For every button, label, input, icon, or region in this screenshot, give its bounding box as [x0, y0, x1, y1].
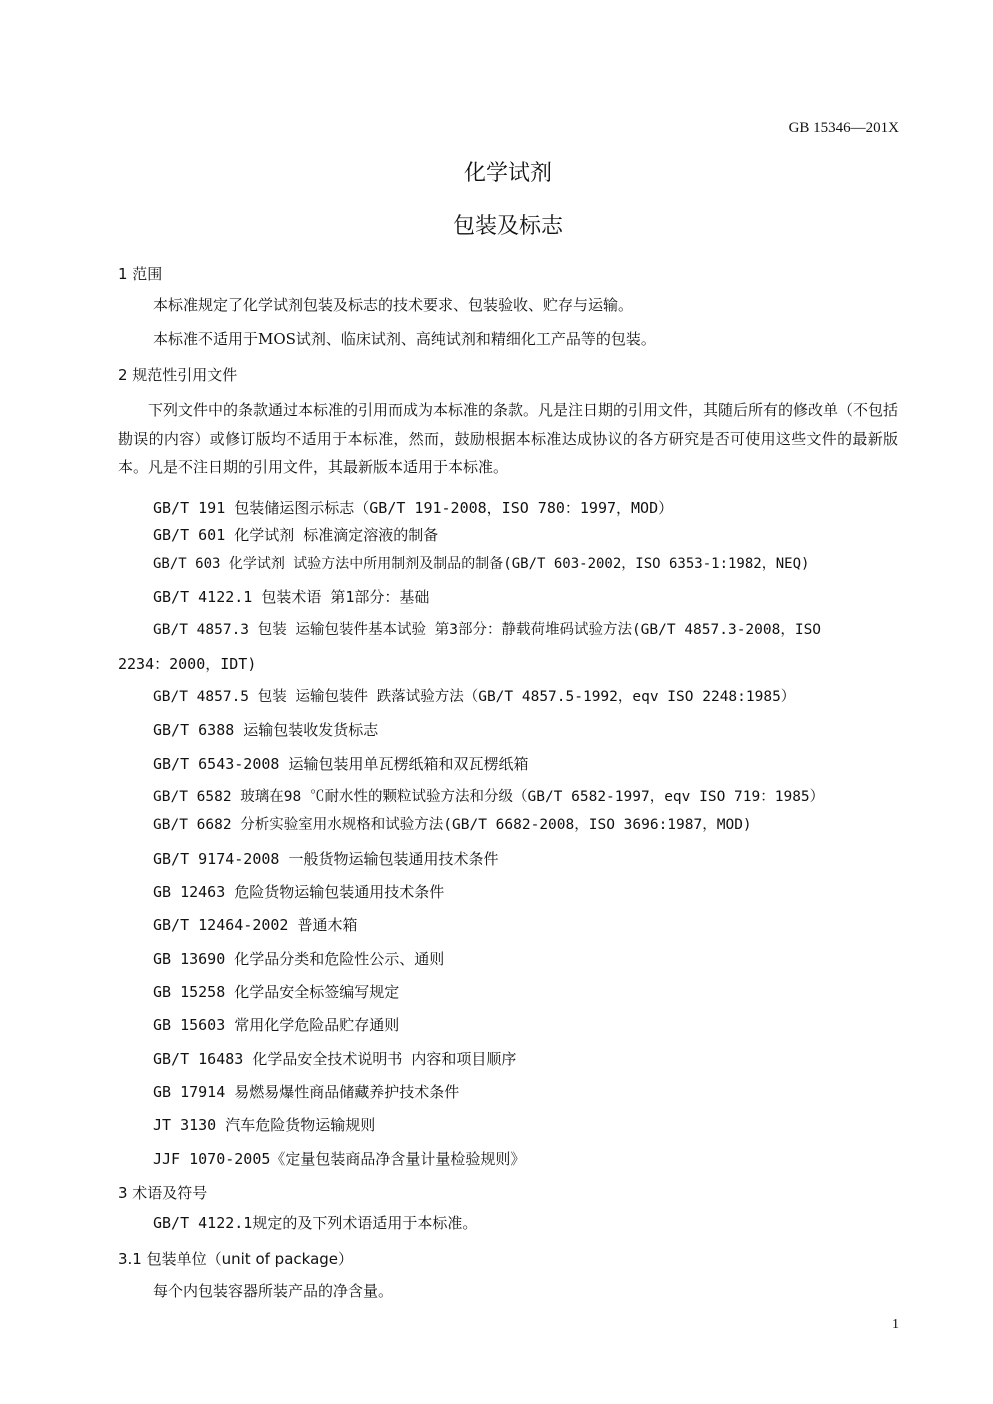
- section-3-paragraph: GB/T 4122.1规定的及下列术语适用于本标准。: [153, 1214, 478, 1232]
- reference-item: GB 15258 化学品安全标签编写规定: [153, 983, 400, 1001]
- reference-item: JT 3130 汽车危险货物运输规则: [153, 1116, 376, 1134]
- section-1-heading: 1 范围: [118, 265, 163, 283]
- reference-item: GB/T 4857.3 包装 运输包装件基本试验 第3部分：静载荷堆码试验方法(GB/T 4857.3-2008，ISO: [153, 622, 822, 638]
- reference-item: GB 17914 易燃易爆性商品储藏养护技术条件: [153, 1083, 460, 1101]
- section-2-heading: 2 规范性引用文件: [118, 366, 238, 384]
- section-3-1-paragraph: 每个内包装容器所装产品的净含量。: [153, 1282, 394, 1300]
- reference-item: GB 13690 化学品分类和危险性公示、通则: [153, 950, 445, 968]
- section-1-paragraph-2: 本标准不适用于MOS试剂、临床试剂、高纯试剂和精细化工产品等的包装。: [153, 330, 656, 348]
- section-2-intro-paragraph: 下列文件中的条款通过本标准的引用而成为本标准的条款。凡是注日期的引用文件，其随后所有的修改单（不包括勘误的内容）或修订版均不适用于本标准，然而，鼓励根据本标准达成协议的各方研究是否可使用这些文件的最新版本。凡是不注日期的引用文件，其最新版本适用于本标准。: [118, 401, 899, 476]
- reference-item: GB/T 9174-2008 一般货物运输包装通用技术条件: [153, 850, 499, 868]
- section-1-paragraph-1: 本标准规定了化学试剂包装及标志的技术要求、包装验收、贮存与运输。: [153, 296, 634, 314]
- reference-item: GB/T 4122.1 包装术语 第1部分：基础: [153, 588, 430, 606]
- reference-item: GB/T 16483 化学品安全技术说明书 内容和项目顺序: [153, 1050, 517, 1068]
- section-3-heading: 3 术语及符号: [118, 1184, 208, 1202]
- reference-item: JJF 1070-2005《定量包装商品净含量计量检验规则》: [153, 1150, 526, 1168]
- reference-item: GB/T 6682 分析实验室用水规格和试验方法(GB/T 6682-2008，ISO 3696:1987，MOD): [153, 817, 752, 833]
- reference-item: GB/T 191 包装储运图示标志（GB/T 191-2008，ISO 780：1997，MOD）: [153, 499, 674, 517]
- reference-item: GB/T 12464-2002 普通木箱: [153, 916, 358, 934]
- title-line-1: 化学试剂: [463, 161, 552, 186]
- document-code: GB 15346—201X: [788, 120, 899, 136]
- section-3-1-heading: 3.1 包装单位（unit of package）: [118, 1250, 354, 1268]
- title-line-2: 包装及标志: [452, 214, 563, 239]
- reference-item: GB/T 601 化学试剂 标准滴定溶液的制备: [153, 526, 439, 544]
- reference-item: GB/T 6582 玻璃在98 ℃耐水性的颗粒试验方法和分级（GB/T 6582-1997，eqv ISO 719：1985）: [153, 789, 825, 805]
- reference-item: GB/T 603 化学试剂 试验方法中所用制剂及制品的制备(GB/T 603-2002，ISO 6353-1:1982，NEQ): [153, 556, 810, 572]
- reference-item: GB/T 6388 运输包装收发货标志: [153, 721, 379, 739]
- reference-item-continuation: 2234：2000，IDT): [118, 655, 257, 673]
- reference-item: GB 15603 常用化学危险品贮存通则: [153, 1016, 400, 1034]
- reference-item: GB/T 6543-2008 运输包装用单瓦楞纸箱和双瓦楞纸箱: [153, 755, 529, 773]
- reference-item: GB/T 4857.5 包装 运输包装件 跌落试验方法（GB/T 4857.5-1992，eqv ISO 2248:1985）: [153, 689, 796, 705]
- page-number: 1: [892, 1317, 899, 1332]
- reference-item: GB 12463 危险货物运输包装通用技术条件: [153, 883, 445, 901]
